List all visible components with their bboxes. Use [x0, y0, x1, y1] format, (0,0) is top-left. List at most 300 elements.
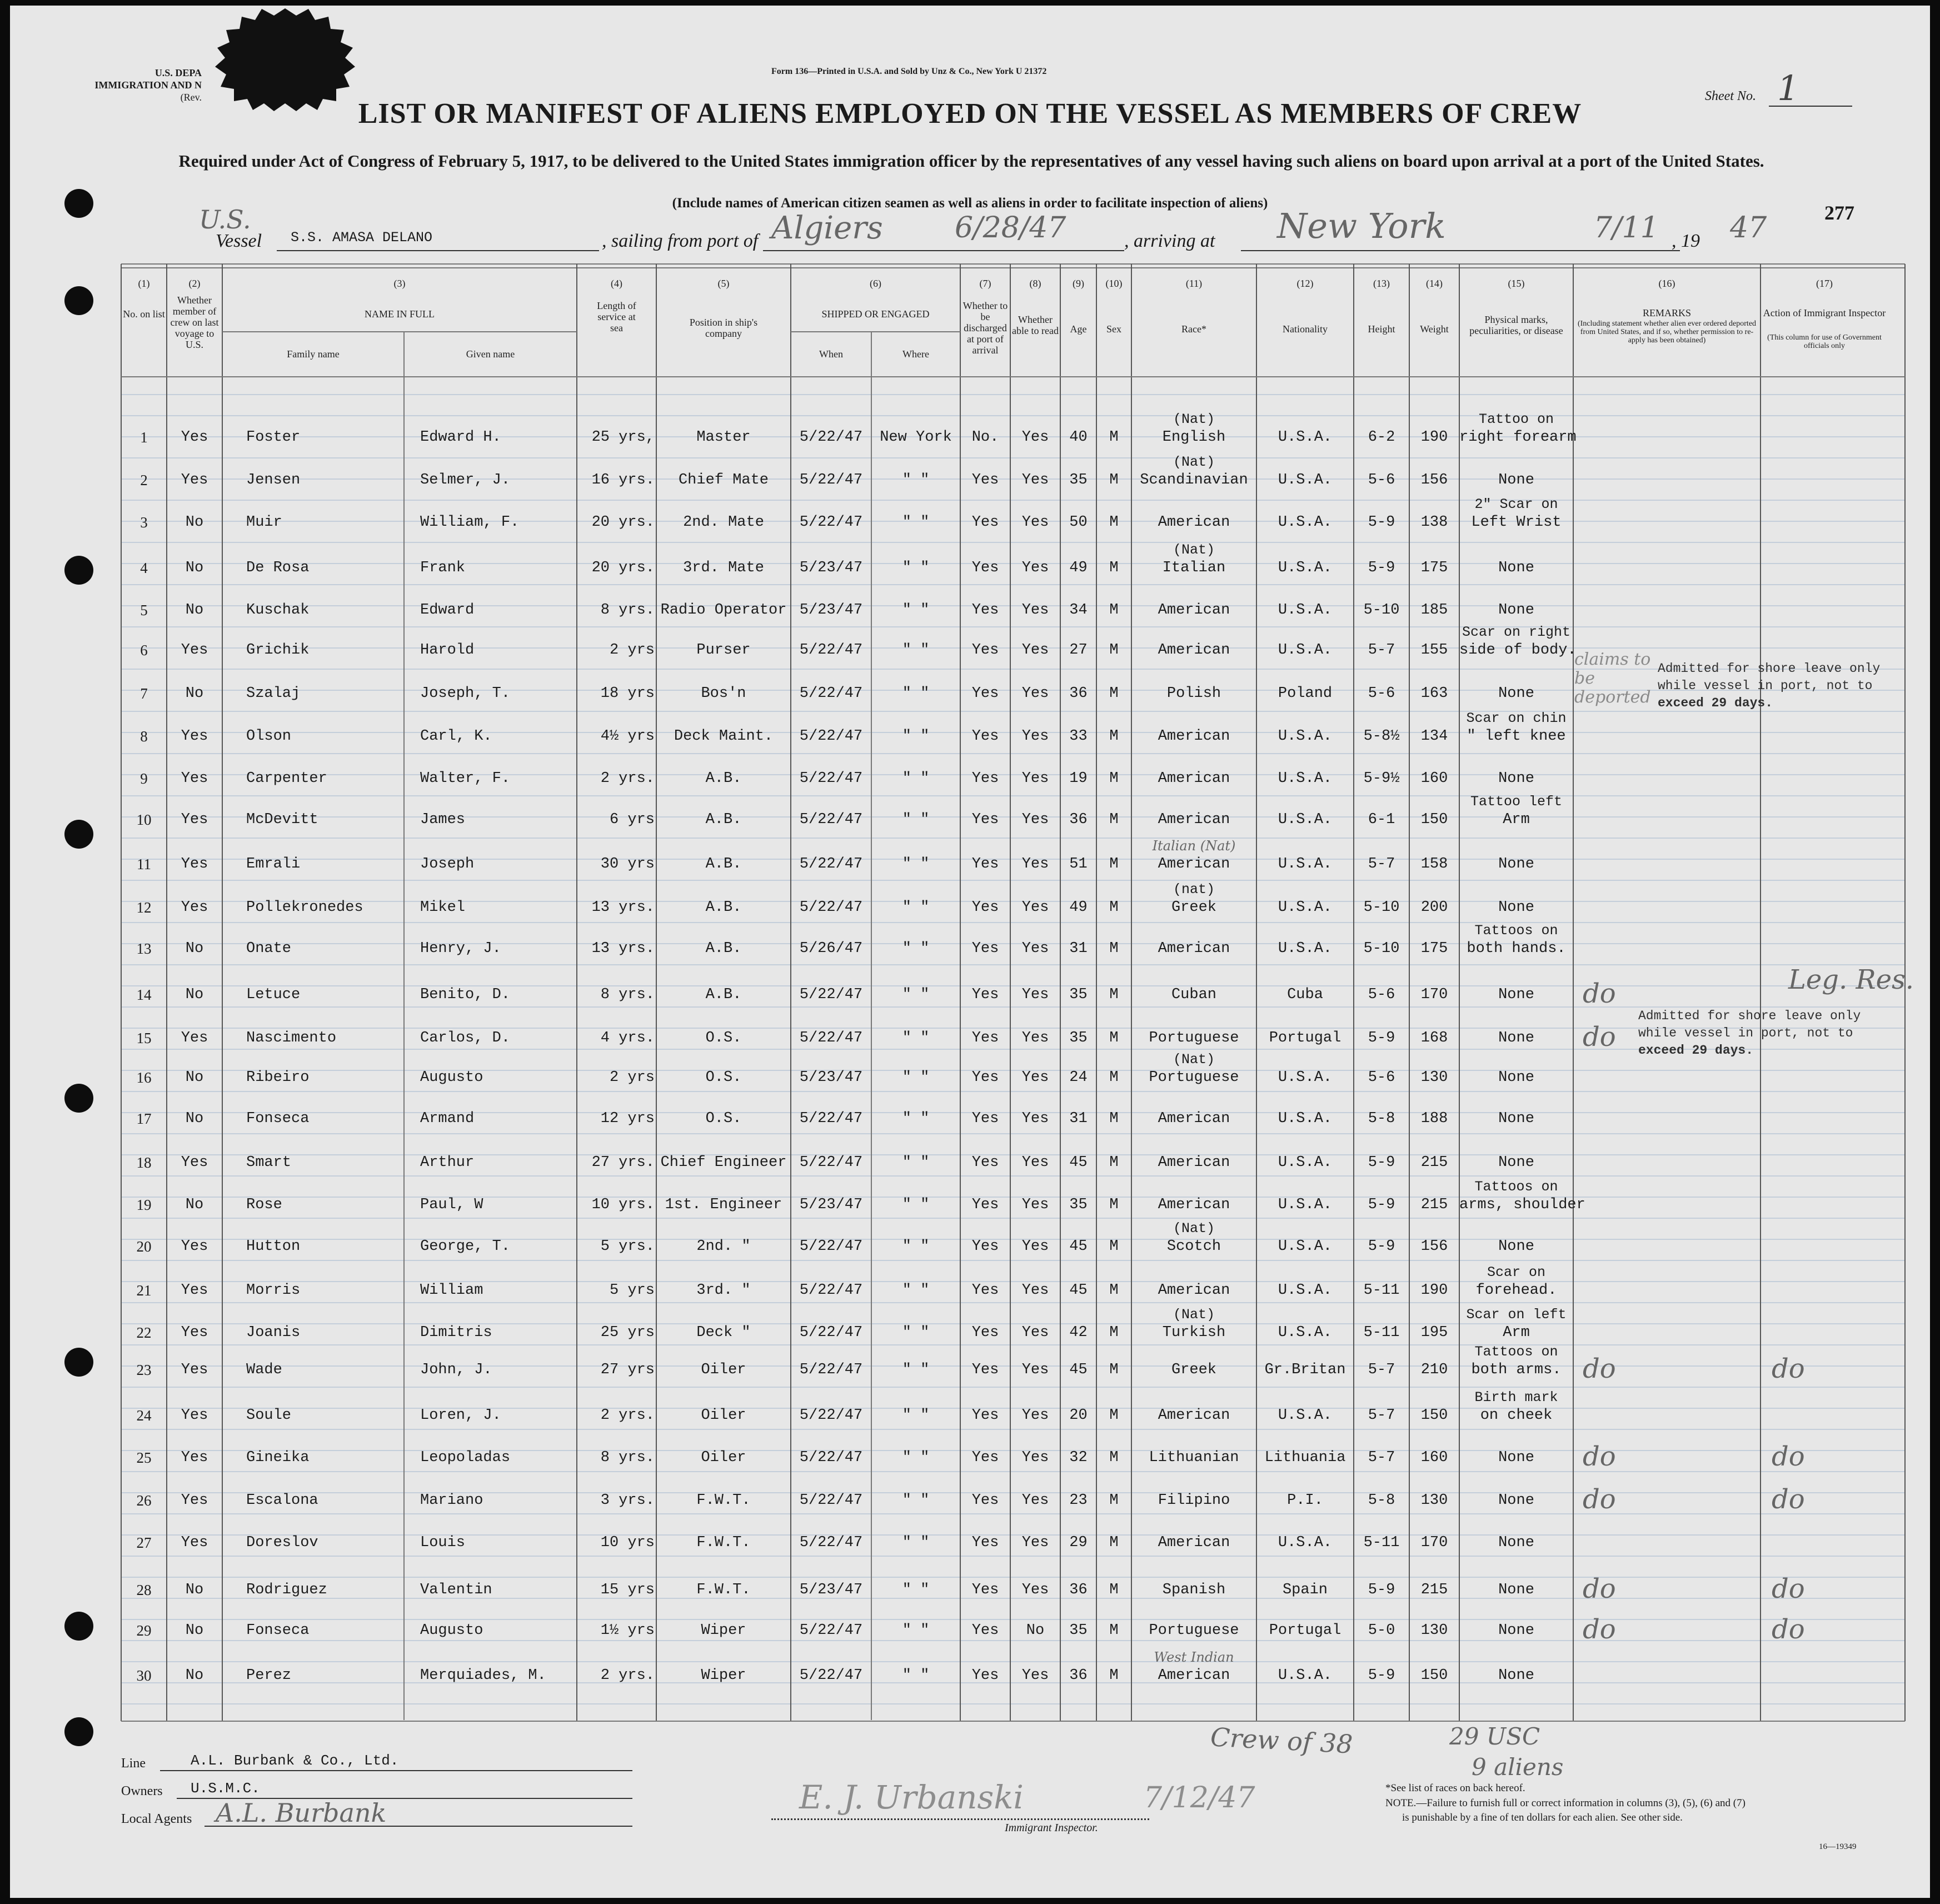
cell-given: Louis	[420, 1534, 466, 1551]
cell-last: No	[185, 602, 204, 619]
cell-given: William	[420, 1282, 483, 1299]
cell-given: Valentin	[420, 1582, 492, 1598]
cell-weight: 138	[1420, 514, 1448, 531]
cell-sex: M	[1109, 986, 1119, 1003]
cell-read: Yes	[1021, 1407, 1049, 1424]
ditto-mark-action: do	[1772, 1353, 1805, 1384]
cell-marks: both arms.	[1471, 1362, 1562, 1378]
cell-race: American	[1158, 642, 1230, 659]
cell-where: " "	[902, 602, 930, 619]
cell-last: Yes	[181, 1238, 208, 1255]
cell-age: 33	[1069, 728, 1088, 745]
cell-race-note: (Nat)	[1173, 454, 1215, 470]
cell-family: Muir	[246, 514, 282, 531]
cell-race-note: (Nat)	[1173, 411, 1215, 427]
cell-weight: 130	[1420, 1622, 1448, 1639]
cell-race: American	[1158, 940, 1230, 957]
cell-no: 19	[136, 1197, 152, 1213]
cell-disch: Yes	[971, 1667, 999, 1684]
cell-weight: 175	[1420, 940, 1448, 957]
col-1-number: (1)	[138, 278, 150, 289]
cell-weight: 163	[1420, 685, 1448, 702]
cell-read: Yes	[1021, 1449, 1049, 1466]
cell-weight: 160	[1420, 1449, 1448, 1466]
cell-position: Deck Maint.	[674, 728, 774, 745]
cell-disch: Yes	[971, 1282, 999, 1299]
cell-read: Yes	[1021, 602, 1049, 619]
cell-service: 27 yrs	[600, 1362, 655, 1378]
cell-nat: U.S.A.	[1278, 940, 1333, 957]
col-5-number: (5)	[717, 278, 730, 289]
cell-service: 25 yrs,	[591, 429, 655, 446]
footer-owners-value: U.S.M.C.	[191, 1780, 260, 1797]
cell-last: Yes	[181, 1030, 208, 1046]
cell-disch: Yes	[971, 1324, 999, 1341]
cell-marks-top: Scar on right	[1462, 624, 1571, 640]
col-6-when-header: When	[819, 348, 843, 360]
cell-race: Portuguese	[1149, 1030, 1239, 1046]
cell-where: " "	[902, 1492, 930, 1509]
cell-weight: 215	[1420, 1197, 1448, 1213]
cell-where: " "	[902, 1324, 930, 1341]
remark-shore-leave-line: while vessel in port, not to	[1658, 679, 1873, 693]
cell-position: 1st. Engineer	[665, 1197, 782, 1213]
cell-family: Joanis	[246, 1324, 301, 1341]
cell-family: De Rosa	[246, 560, 310, 576]
cell-height: 5-10	[1363, 940, 1400, 957]
cell-when: 5/22/47	[799, 1622, 863, 1639]
cell-sex: M	[1109, 1030, 1119, 1046]
cell-given: William, F.	[420, 514, 520, 531]
col-5-header: Position in ship's company	[689, 317, 758, 339]
cell-where: " "	[902, 1407, 930, 1424]
cell-race: Lithuanian	[1149, 1449, 1239, 1466]
cell-position: Chief Engineer	[660, 1154, 787, 1171]
cell-disch: Yes	[971, 1582, 999, 1598]
cell-position: A.B.	[705, 811, 742, 828]
cell-nat: U.S.A.	[1278, 811, 1333, 828]
manifest-sheet	[10, 6, 1930, 1898]
cell-disch: Yes	[971, 1030, 999, 1046]
cell-height: 5-9	[1368, 1667, 1395, 1684]
cell-race-note: West Indian	[1154, 1649, 1234, 1665]
cell-height: 5-11	[1363, 1282, 1400, 1299]
cell-where: " "	[902, 1449, 930, 1466]
remark-shore-leave-line: exceed 29 days.	[1638, 1043, 1754, 1058]
form-subtitle: Required under Act of Congress of February 5, 1917, to be delivered to the United States immigration officer by the representatives of any vessel having such aliens on board upon arrival at a port of the United States.	[178, 151, 1764, 171]
cell-position: Oiler	[701, 1362, 746, 1378]
cell-race: American	[1158, 1534, 1230, 1551]
cell-service: 4½ yrs	[600, 728, 655, 745]
cell-disch: Yes	[971, 1622, 999, 1639]
col-9-number: (9)	[1073, 278, 1084, 289]
cell-family: Foster	[246, 429, 301, 446]
col-13-number: (13)	[1373, 278, 1390, 289]
cell-no: 11	[137, 856, 151, 873]
cell-sex: M	[1109, 728, 1119, 745]
cell-marks: None	[1498, 1534, 1534, 1551]
cell-position: O.S.	[705, 1069, 742, 1086]
cell-service: 15 yrs	[600, 1582, 655, 1598]
cell-given: Merquiades, M.	[420, 1667, 546, 1684]
cell-last: No	[185, 1110, 204, 1127]
cell-sex: M	[1109, 811, 1119, 828]
cell-when: 5/22/47	[799, 1324, 863, 1341]
cell-service: 2 yrs.	[600, 1407, 655, 1424]
cell-given: Mikel	[420, 899, 466, 916]
inspector-signature-date: 7/12/47	[1144, 1781, 1255, 1815]
cell-no: 7	[140, 685, 148, 702]
cell-nat: Gr.Britan	[1264, 1362, 1346, 1378]
cell-read: Yes	[1021, 1154, 1049, 1171]
cell-position: Radio Operator	[660, 602, 787, 619]
cell-nat: U.S.A.	[1278, 1324, 1333, 1341]
cell-when: 5/23/47	[799, 560, 863, 576]
cell-service: 5 yrs	[609, 1282, 655, 1299]
cell-sex: M	[1109, 940, 1119, 957]
cell-marks: None	[1498, 770, 1534, 787]
cell-weight: 175	[1420, 560, 1448, 576]
col-3-number: (3)	[393, 278, 406, 289]
cell-race: American	[1158, 856, 1230, 873]
cell-given: Leopoladas	[420, 1449, 511, 1466]
cell-family: McDevitt	[246, 811, 318, 828]
cell-marks: None	[1498, 1238, 1534, 1255]
vessel-prefix-handwritten: U.S.	[199, 205, 251, 235]
cell-sex: M	[1109, 560, 1119, 576]
cell-race: American	[1158, 1110, 1230, 1127]
cell-sex: M	[1109, 429, 1119, 446]
cell-read: Yes	[1021, 642, 1049, 659]
cell-disch: Yes	[971, 560, 999, 576]
cell-position: Oiler	[701, 1449, 746, 1466]
cell-given: Joseph, T.	[420, 685, 511, 702]
cell-age: 49	[1069, 899, 1088, 916]
cell-last: Yes	[181, 1534, 208, 1551]
cell-nat: P.I.	[1287, 1492, 1323, 1509]
cell-nat: U.S.A.	[1278, 642, 1333, 659]
ditto-mark-remarks: do	[1583, 1353, 1616, 1384]
cell-height: 5-6	[1368, 472, 1395, 489]
cell-disch: Yes	[971, 1449, 999, 1466]
cell-weight: 188	[1420, 1110, 1448, 1127]
cell-disch: Yes	[971, 1154, 999, 1171]
cell-weight: 195	[1420, 1324, 1448, 1341]
cell-given: Dimitris	[420, 1324, 492, 1341]
cell-read: Yes	[1021, 1069, 1049, 1086]
footer-owners-label: Owners	[121, 1784, 163, 1798]
cell-no: 2	[140, 472, 148, 489]
cell-position: 2nd. Mate	[683, 514, 764, 531]
cell-where: " "	[902, 1582, 930, 1598]
cell-service: 10 yrs.	[591, 1197, 655, 1213]
cell-sex: M	[1109, 1492, 1119, 1509]
cell-no: 3	[140, 514, 148, 531]
cell-marks-top: Birth mark	[1474, 1389, 1558, 1405]
footnote-races: *See list of races on back hereof.	[1385, 1782, 1525, 1794]
cell-where: " "	[902, 1238, 930, 1255]
cell-height: 5-11	[1363, 1534, 1400, 1551]
cell-where: " "	[902, 986, 930, 1003]
cell-marks: None	[1498, 899, 1534, 916]
cell-read: Yes	[1021, 1492, 1049, 1509]
cell-service: 10 yrs	[600, 1534, 655, 1551]
cell-last: Yes	[181, 1449, 208, 1466]
cell-race: Greek	[1171, 1362, 1216, 1378]
cell-disch: Yes	[971, 1362, 999, 1378]
cell-last: No	[185, 560, 204, 576]
cell-service: 8 yrs.	[600, 986, 655, 1003]
cell-weight: 130	[1420, 1069, 1448, 1086]
cell-marks: None	[1498, 1667, 1534, 1684]
cell-read: Yes	[1021, 940, 1049, 957]
cell-marks: forehead.	[1475, 1282, 1557, 1299]
cell-nat: U.S.A.	[1278, 472, 1333, 489]
cell-service: 25 yrs	[600, 1324, 655, 1341]
cell-given: Augusto	[420, 1622, 483, 1639]
cell-height: 5-7	[1368, 1449, 1395, 1466]
vessel-label: Vessel	[216, 231, 262, 251]
cell-marks: None	[1498, 1492, 1534, 1509]
cell-height: 5-7	[1368, 1407, 1395, 1424]
cell-family: Rodriguez	[246, 1582, 327, 1598]
cell-family: Emrali	[246, 856, 301, 873]
cell-when: 5/23/47	[799, 602, 863, 619]
cell-no: 10	[136, 811, 152, 828]
cell-where: " "	[902, 1622, 930, 1639]
cell-race: English	[1162, 429, 1226, 446]
cell-where: " "	[902, 811, 930, 828]
cell-service: 2 yrs.	[600, 1667, 655, 1684]
cell-last: No	[185, 1197, 204, 1213]
cell-when: 5/22/47	[799, 1154, 863, 1171]
cell-height: 5-9	[1368, 1582, 1395, 1598]
col-15-header: Physical marks, peculiarities, or disease	[1469, 314, 1563, 336]
cell-race: American	[1158, 728, 1230, 745]
cell-last: No	[185, 1622, 204, 1639]
dept-line-1: U.S. DEPA	[154, 67, 202, 78]
cell-position: F.W.T.	[696, 1534, 751, 1551]
cell-where: " "	[902, 560, 930, 576]
cell-given: Edward H.	[420, 429, 501, 446]
cell-disch: Yes	[971, 856, 999, 873]
cell-nat: U.S.A.	[1278, 1069, 1333, 1086]
cell-disch: No.	[971, 429, 999, 446]
cell-family: Onate	[246, 940, 292, 957]
cell-no: 23	[136, 1362, 152, 1378]
cell-position: Wiper	[701, 1622, 746, 1639]
cell-marks: None	[1498, 602, 1534, 619]
cell-read: Yes	[1021, 856, 1049, 873]
cell-family: Nascimento	[246, 1030, 337, 1046]
cell-no: 4	[140, 560, 148, 576]
cell-height: 5-8	[1368, 1110, 1395, 1127]
cell-read: Yes	[1021, 1238, 1049, 1255]
cell-height: 5-8	[1368, 1492, 1395, 1509]
sheet-number-label: Sheet No.	[1705, 89, 1756, 103]
cell-disch: Yes	[971, 1534, 999, 1551]
cell-when: 5/22/47	[799, 1110, 863, 1127]
cell-marks: " left knee	[1467, 728, 1566, 745]
cell-disch: Yes	[971, 899, 999, 916]
cell-when: 5/22/47	[799, 429, 863, 446]
cell-disch: Yes	[971, 728, 999, 745]
cell-age: 45	[1069, 1238, 1088, 1255]
cell-height: 5-7	[1368, 856, 1395, 873]
sailing-from-label: , sailing from port of	[602, 231, 759, 251]
cell-no: 6	[140, 642, 148, 659]
cell-height: 5-9	[1368, 514, 1395, 531]
cell-family: Grichik	[246, 642, 310, 659]
cell-when: 5/22/47	[799, 986, 863, 1003]
cell-age: 36	[1069, 811, 1088, 828]
cell-service: 4 yrs.	[600, 1030, 655, 1046]
cell-sex: M	[1109, 685, 1119, 702]
dept-line-2: IMMIGRATION AND N	[94, 79, 202, 91]
cell-last: Yes	[181, 1407, 208, 1424]
cell-family: Wade	[246, 1362, 282, 1378]
cell-service: 13 yrs.	[591, 940, 655, 957]
cell-when: 5/22/47	[799, 1407, 863, 1424]
cell-family: Olson	[246, 728, 292, 745]
footer-agents-value: A.L. Burbank	[216, 1798, 387, 1828]
cell-family: Morris	[246, 1282, 301, 1299]
cell-marks: None	[1498, 685, 1534, 702]
col-11-number: (11)	[1185, 278, 1203, 289]
cell-no: 28	[136, 1582, 152, 1598]
cell-when: 5/23/47	[799, 1069, 863, 1086]
col-10-header: Sex	[1106, 323, 1121, 335]
cell-given: Walter, F.	[420, 770, 511, 787]
cell-position: O.S.	[705, 1110, 742, 1127]
cell-given: Armand	[420, 1110, 475, 1127]
cell-weight: 210	[1420, 1362, 1448, 1378]
cell-sex: M	[1109, 514, 1119, 531]
col-14-header: Weight	[1420, 323, 1449, 335]
ditto-mark-action: do	[1772, 1614, 1805, 1645]
col-6-where-header: Where	[902, 348, 929, 360]
cell-service: 20 yrs.	[591, 560, 655, 576]
cell-read: Yes	[1021, 1667, 1049, 1684]
inspector-label: Immigrant Inspector.	[1005, 1822, 1098, 1834]
cell-no: 25	[136, 1449, 152, 1466]
cell-marks: None	[1498, 1110, 1534, 1127]
cell-nat: U.S.A.	[1278, 1407, 1333, 1424]
cell-last: Yes	[181, 811, 208, 828]
cell-last: Yes	[181, 770, 208, 787]
cell-read: Yes	[1021, 1362, 1049, 1378]
cell-sex: M	[1109, 856, 1119, 873]
col-17-subheader: (This column for use of Government officials only	[1767, 333, 1882, 350]
cell-marks: Arm	[1503, 811, 1530, 828]
col-11-header: Race*	[1181, 323, 1206, 335]
cell-height: 5-9½	[1363, 770, 1400, 787]
cell-when: 5/22/47	[799, 899, 863, 916]
cell-race: American	[1158, 1282, 1230, 1299]
cell-last: No	[185, 1582, 204, 1598]
cell-when: 5/22/47	[799, 685, 863, 702]
cell-where: " "	[902, 1362, 930, 1378]
cell-when: 5/22/47	[799, 1030, 863, 1046]
sailing-date: 6/28/47	[955, 211, 1066, 245]
cell-position: Bos'n	[701, 685, 746, 702]
cell-nat: Lithuania	[1264, 1449, 1346, 1466]
cell-read: No	[1026, 1622, 1045, 1639]
cell-read: Yes	[1021, 1534, 1049, 1551]
cell-height: 5-9	[1368, 1238, 1395, 1255]
cell-race: Portuguese	[1149, 1622, 1239, 1639]
cell-given: George, T.	[420, 1238, 511, 1255]
cell-age: 45	[1069, 1282, 1088, 1299]
cell-no: 13	[136, 940, 152, 957]
col-1-header: No. on list	[123, 308, 165, 320]
cell-given: Arthur	[420, 1154, 475, 1171]
cell-where: " "	[902, 856, 930, 873]
cell-age: 49	[1069, 560, 1088, 576]
cell-weight: 150	[1420, 1407, 1448, 1424]
cell-where: " "	[902, 770, 930, 787]
cell-race: American	[1158, 1154, 1230, 1171]
cell-nat: Portugal	[1269, 1030, 1341, 1046]
cell-weight: 185	[1420, 602, 1448, 619]
cell-weight: 134	[1420, 728, 1448, 745]
cell-nat: U.S.A.	[1278, 1238, 1333, 1255]
cell-marks: None	[1498, 986, 1534, 1003]
cell-age: 36	[1069, 1582, 1088, 1598]
cell-when: 5/23/47	[799, 1582, 863, 1598]
cell-read: Yes	[1021, 429, 1049, 446]
cell-given: Joseph	[420, 856, 475, 873]
cell-age: 19	[1069, 770, 1088, 787]
cell-marks: Arm	[1503, 1324, 1530, 1341]
cell-disch: Yes	[971, 602, 999, 619]
cell-race: American	[1158, 1197, 1230, 1213]
cell-age: 34	[1069, 602, 1088, 619]
cell-height: 5-9	[1368, 560, 1395, 576]
cell-sex: M	[1109, 1582, 1119, 1598]
cell-age: 35	[1069, 472, 1088, 489]
cell-race: American	[1158, 1667, 1230, 1684]
cell-when: 5/26/47	[799, 940, 863, 957]
arriving-port: New York	[1277, 206, 1446, 246]
cell-given: Edward	[420, 602, 475, 619]
cell-marks: None	[1498, 1154, 1534, 1171]
cell-when: 5/23/47	[799, 1197, 863, 1213]
cell-nat: U.S.A.	[1278, 514, 1333, 531]
cell-sex: M	[1109, 899, 1119, 916]
cell-sex: M	[1109, 1197, 1119, 1213]
cell-position: 3rd. Mate	[683, 560, 764, 576]
cell-marks: None	[1498, 560, 1534, 576]
year-label: , 19	[1672, 231, 1700, 251]
cell-last: Yes	[181, 642, 208, 659]
cell-service: 30 yrs	[600, 856, 655, 873]
cell-age: 24	[1069, 1069, 1088, 1086]
cell-last: Yes	[181, 856, 208, 873]
cell-disch: Yes	[971, 1197, 999, 1213]
cell-race: Polish	[1166, 685, 1221, 702]
cell-position: Chief Mate	[678, 472, 769, 489]
remark-shore-leave-line: while vessel in port, not to	[1638, 1026, 1853, 1040]
cell-last: Yes	[181, 1154, 208, 1171]
col-4-number: (4)	[611, 278, 622, 289]
remark-shore-leave-line: Admitted for shore leave only	[1638, 1009, 1861, 1023]
cell-no: 20	[136, 1238, 152, 1255]
cell-nat: Portugal	[1269, 1622, 1341, 1639]
cell-nat: U.S.A.	[1278, 602, 1333, 619]
cell-family: Smart	[246, 1154, 292, 1171]
cell-marks: None	[1498, 856, 1534, 873]
